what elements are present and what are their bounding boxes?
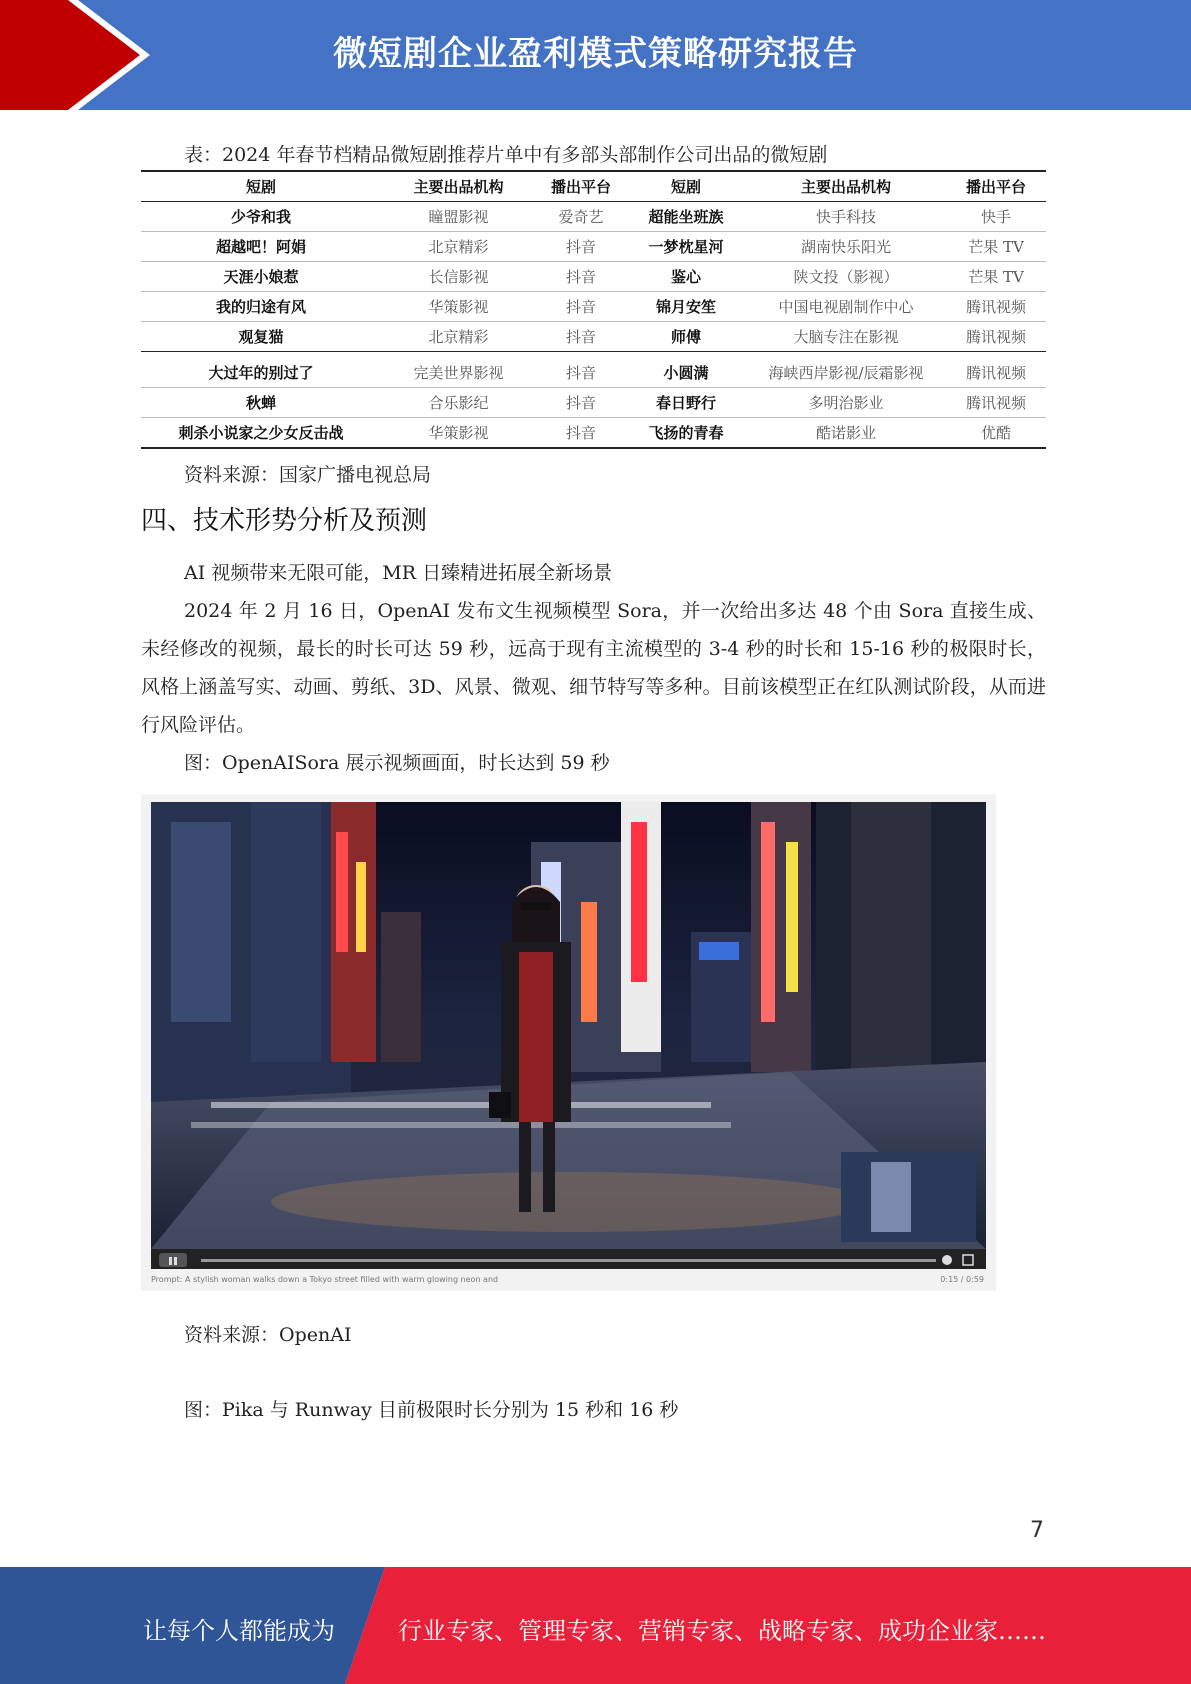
table-row [141, 202, 1046, 232]
report-title: 微短剧企业盈利模式策略研究报告 [333, 34, 858, 74]
table-cell: 合乐影纪 [381, 388, 536, 418]
video-prompt-text: Prompt: A stylish woman walks down a Tokyo street filled with warm glowing neon and [151, 1275, 499, 1284]
table-cell: 优酷 [946, 418, 1046, 449]
video-time: 0:15 / 0:59 [940, 1275, 984, 1284]
table-row [141, 232, 1046, 262]
table-cell: 抖音 [536, 352, 626, 388]
table-row [141, 352, 1046, 388]
table-cell: 抖音 [536, 418, 626, 449]
table-cell: 超能坐班族 [626, 202, 746, 232]
table-cell: 多明治影业 [746, 388, 946, 418]
table-cell: 春日野行 [626, 388, 746, 418]
table-cell: 瞳盟影视 [381, 202, 536, 232]
table-cell: 鉴心 [626, 262, 746, 292]
table-cell: 飞扬的青春 [626, 418, 746, 449]
table-cell: 大过年的别过了 [141, 352, 381, 388]
table-cell: 酷诺影业 [746, 418, 946, 449]
table-cell: 芒果 TV [946, 262, 1046, 292]
table-cell: 抖音 [536, 232, 626, 262]
table-cell: 我的归途有风 [141, 292, 381, 322]
footer-tagline: 行业专家、管理专家、营销专家、战略专家、成功企业家…… [398, 1617, 1046, 1645]
source-note: 资料来源：国家广播电视总局 [184, 464, 432, 486]
video-screenshot [141, 794, 996, 1291]
table-cell: 腾讯视频 [946, 388, 1046, 418]
section-subtitle: AI 视频带来无限可能，MR 日臻精进拓展全新场景 [184, 562, 613, 584]
table-cell: 刺杀小说家之少女反击战 [141, 418, 381, 449]
section-title: 四、技术形势分析及预测 [141, 506, 428, 536]
table-cell: 北京精彩 [381, 232, 536, 262]
pause-icon [159, 1254, 187, 1268]
footer-slogan: 让每个人都能成为 [143, 1617, 335, 1645]
table-cell: 抖音 [536, 262, 626, 292]
table-row [141, 418, 1046, 449]
table-cell: 华策影视 [381, 418, 536, 449]
table-cell: 大脑专注在影视 [746, 322, 946, 352]
figure-caption: 图：OpenAISora 展示视频画面，时长达到 59 秒 [184, 752, 610, 774]
table-cell: 芒果 TV [946, 232, 1046, 262]
table-cell: 完美世界影视 [381, 352, 536, 388]
table-cell: 腾讯视频 [946, 352, 1046, 388]
table-cell: 中国电视剧制作中心 [746, 292, 946, 322]
table-row [141, 292, 1046, 322]
page-number: 7 [1030, 1518, 1044, 1543]
table-cell: 长信影视 [381, 262, 536, 292]
video-progress-track[interactable] [201, 1259, 936, 1262]
table-cell: 爱奇艺 [536, 202, 626, 232]
table-header-cell: 主要出品机构 [746, 171, 946, 202]
table-cell: 少爷和我 [141, 202, 381, 232]
settings-fullscreen-icons[interactable] [939, 1253, 979, 1267]
table-cell: 小圆满 [626, 352, 746, 388]
page-header [0, 0, 1191, 110]
table-caption: 表：2024 年春节档精品微短剧推荐片单中有多部头部制作公司出品的微短剧 [184, 144, 828, 166]
table-cell: 师傅 [626, 322, 746, 352]
table-cell: 秋蝉 [141, 388, 381, 418]
table-cell: 一梦枕星河 [626, 232, 746, 262]
table-cell: 超越吧！阿娟 [141, 232, 381, 262]
table-header-cell: 播出平台 [536, 171, 626, 202]
table-cell: 锦月安笙 [626, 292, 746, 322]
table-cell: 天涯小娘惹 [141, 262, 381, 292]
table-row [141, 388, 1046, 418]
table-cell: 湖南快乐阳光 [746, 232, 946, 262]
table-row [141, 262, 1046, 292]
pause-button[interactable] [159, 1253, 187, 1267]
table-cell: 海峡西岸影视/辰霜影视 [746, 352, 946, 388]
table-cell: 北京精彩 [381, 322, 536, 352]
source-note: 资料来源：OpenAI [184, 1324, 352, 1346]
table-cell: 抖音 [536, 322, 626, 352]
table-row [141, 322, 1046, 352]
table-header-cell: 主要出品机构 [381, 171, 536, 202]
table-header-cell: 短剧 [626, 171, 746, 202]
table-cell: 抖音 [536, 388, 626, 418]
table-cell: 华策影视 [381, 292, 536, 322]
table-cell: 腾讯视频 [946, 292, 1046, 322]
table-cell: 快手科技 [746, 202, 946, 232]
table-cell: 快手 [946, 202, 1046, 232]
body-paragraph: 2024 年 2 月 16 日，OpenAI 发布文生视频模型 Sora，并一次给出多达 48 个由 Sora 直接生成、未经修改的视频，最长的时长可达 59 秒，远高于现有主流模型的 3-4 秒的时长和 15-16 秒的极限时长，风格上涵盖写实、动画、剪纸、3D、风景、微观、细节特写等多种。目前该模型正在红队测试阶段，从而进行风险评估。 [141, 600, 1046, 736]
figure-caption: 图：Pika 与 Runway 目前极限时长分别为 15 秒和 16 秒 [184, 1399, 679, 1421]
table-cell: 抖音 [536, 292, 626, 322]
table-cell: 腾讯视频 [946, 322, 1046, 352]
table-cell: 观复猫 [141, 322, 381, 352]
table-cell: 陕文投（影视） [746, 262, 946, 292]
drama-table [141, 170, 1046, 449]
table-header-cell: 短剧 [141, 171, 381, 202]
tokyo-street-scene [151, 802, 986, 1249]
table-header-row [141, 171, 1046, 202]
table-header-cell: 播出平台 [946, 171, 1046, 202]
sora-video-frame [151, 802, 986, 1249]
page-footer [0, 1567, 1191, 1684]
